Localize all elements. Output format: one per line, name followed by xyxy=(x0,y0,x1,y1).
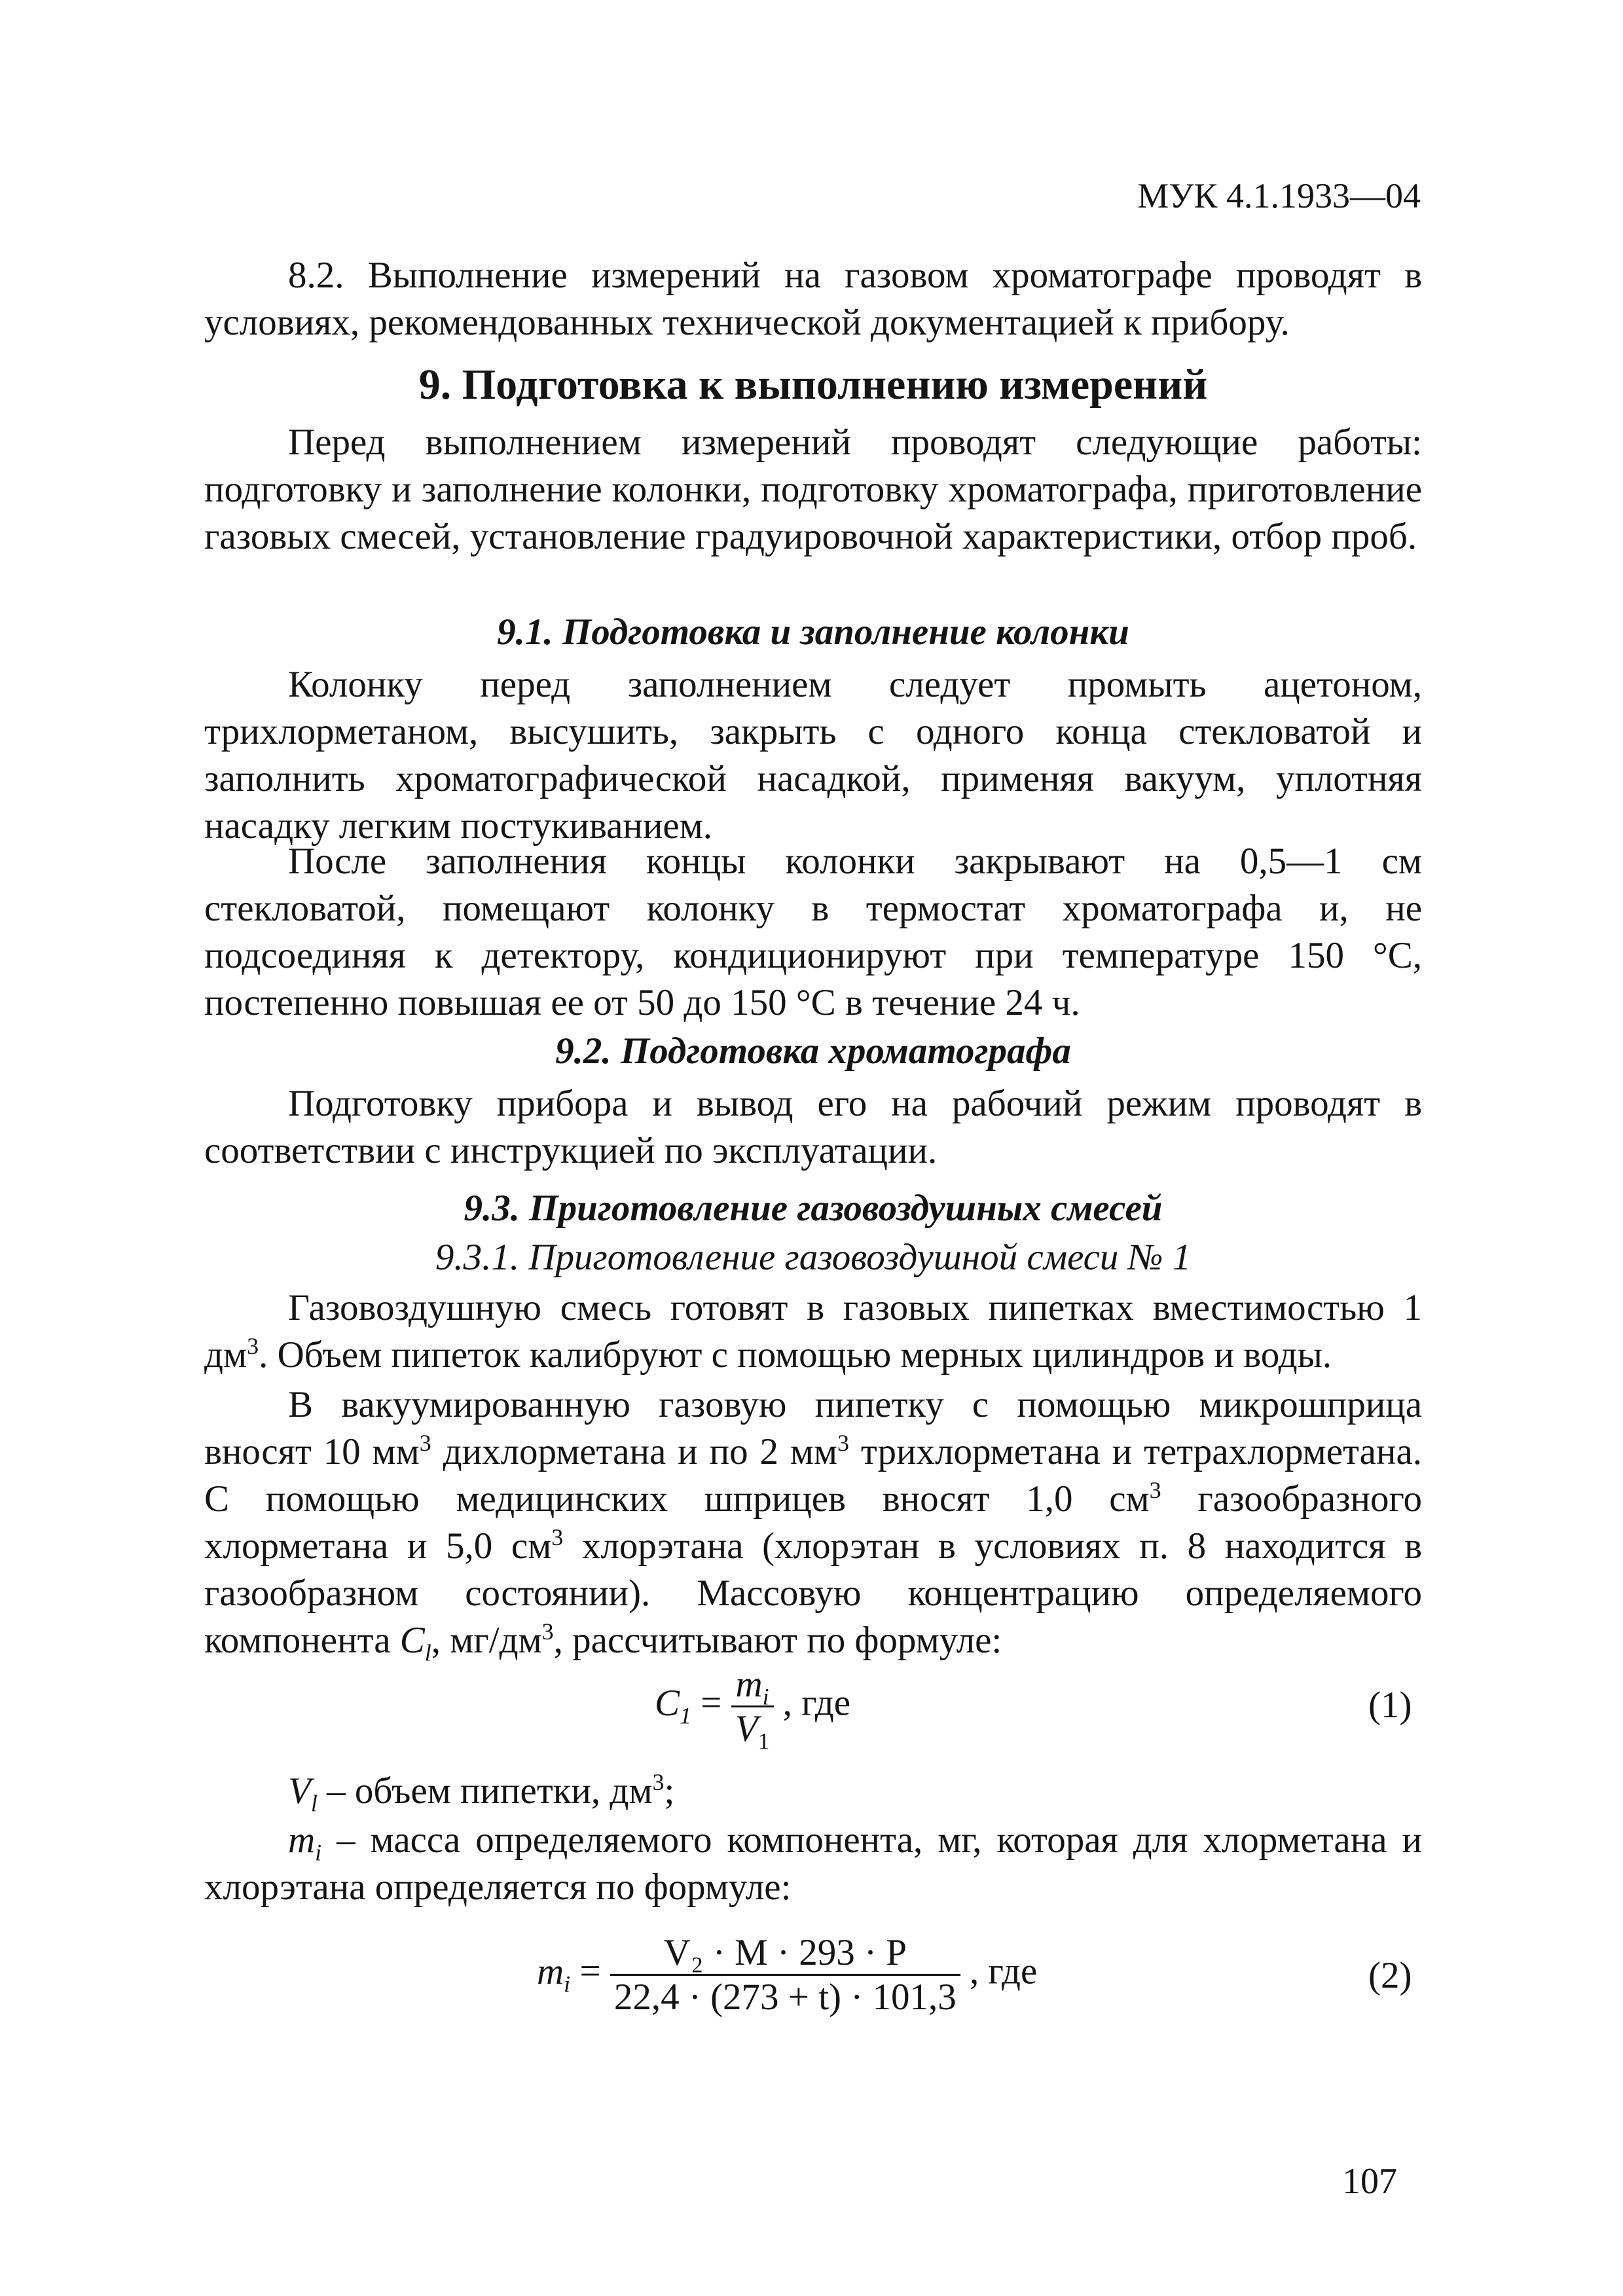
formula-2-fraction xyxy=(610,1931,960,2018)
section-9-1-paragraph-2 xyxy=(204,838,1422,1027)
section-9-heading: 9. Подготовка к выполнению измерений xyxy=(418,361,1208,409)
section-9-1-p2-text: После заполнения концы колонки закрывают на 0,5—1 см стекловатой, помещают колонку в термостат хроматографа и, не подсоединяя к детектору, кондиционируют при температуре 150 °С, постепенно повышая ее от 50 до 150 °С в течение 24 ч. xyxy=(204,841,1422,1023)
section-8-2-text: 8.2. Выполнение измерений на газовом хроматографе проводят в условиях, рекомендованных технической документацией к прибору. xyxy=(204,255,1422,343)
p1-part-a: Газовоздушную смесь готовят в газовых пипетках вместимостью 1 дм xyxy=(204,1287,1422,1376)
section-9-3-1-paragraph-1 xyxy=(204,1285,1422,1379)
section-9-3-1-heading: 9.3.1. Приготовление газовоздушной смеси № 1 xyxy=(435,1237,1192,1278)
section-9-3-heading: 9.3. Приготовление газовоздушных смесей xyxy=(464,1188,1163,1229)
mi-symbol: $m_i$ xyxy=(288,1819,322,1866)
superscript-3: 3 xyxy=(551,1524,564,1550)
p2-part-g: , рассчитывают по формуле: xyxy=(553,1620,1002,1661)
section-9-1-paragraph-1 xyxy=(204,661,1422,850)
formula-2-tail: , где xyxy=(970,1950,1038,1992)
variable-v1-definition: $V_l$ – объем пипетки, $дм^3$; xyxy=(288,1769,675,1817)
formula-2-numerator: V₂ · M · 293 · P xyxy=(663,1932,907,1973)
p2-part-e: хлорэтана (хлорэтан в условиях п. 8 находится в газообразном состоянии). Массовую концентрацию определяемого компонента xyxy=(204,1525,1422,1661)
superscript-3: 3 xyxy=(1149,1477,1161,1503)
formula-2-denominator: 22,4 · (273 + t) · 101,3 xyxy=(613,1977,957,2018)
section-9-2-p1-text: Подготовку прибора и вывод его на рабочий режим проводят в соответствии с инструкцией по эксплуатации. xyxy=(204,1083,1422,1171)
p2-part-b: дихлорметана и по 2 мм xyxy=(431,1431,838,1472)
equation-number-1: (1) xyxy=(1368,1685,1412,1726)
section-9-3-1-p2 xyxy=(204,1381,1422,1664)
section-9-intro-text: Перед выполнением измерений проводят следующие работы: подготовку и заполнение колонки, подготовку хроматографа, приготовление газовых смесей, установление градуировочной характеристики, отбор проб. xyxy=(204,422,1422,557)
section-9-3-1-p1 xyxy=(204,1285,1422,1379)
superscript-3: 3 xyxy=(247,1333,259,1359)
p2-part-d: газообразного хлорметана и 5,0 см xyxy=(204,1478,1422,1567)
section-9-1-p1-text: Колонку перед заполнением следует промыть ацетоном, трихлорметаном, высушить, закрыть с одного конца стекловатой и заполнить хроматографической насадкой, применяя вакуум, уплотняя насадку легким постукиванием. xyxy=(204,664,1422,847)
concentration-symbol: $C_l$ xyxy=(399,1620,431,1666)
section-9-1-heading: 9.1. Подготовка и заполнение колонки xyxy=(497,611,1129,653)
variable-mi-definition: $m_i$ – масса определяемого компонента, мг, которая для хлорметана и хлорэтана определяется по формуле: xyxy=(204,1819,1422,1908)
v1-symbol: $V_l$ xyxy=(288,1770,318,1817)
p2-part-f: , мг/дм xyxy=(431,1620,542,1661)
formula-2: $m_i$ = $\frac{\text{V₂ · M · 293 · P}}{22,4 \cdot (273 + t) \cdot 101,3}$ , где xyxy=(537,1932,1038,2018)
formula-1-tail: , где xyxy=(782,1682,851,1724)
p2-part-a: В вакуумированную газовую пипетку с помощью микрошприца вносят 10 мм xyxy=(204,1384,1422,1472)
page-number: 107 xyxy=(1342,2161,1397,2202)
section-9-2-paragraph xyxy=(204,1080,1422,1175)
superscript-3: 3 xyxy=(541,1618,554,1645)
section-9-3-1-paragraph-2 xyxy=(204,1381,1422,1664)
formula-2-lhs: $m_i$ xyxy=(537,1950,571,1997)
section-9-intro xyxy=(204,419,1422,560)
equation-number-2: (2) xyxy=(1368,1955,1412,1996)
superscript-3: 3 xyxy=(419,1430,431,1456)
formula-1-lhs: $C_1$ xyxy=(655,1682,692,1728)
p1-part-b: . Объем пипеток калибруют с помощью мерных цилиндров и воды. xyxy=(259,1334,1332,1376)
document-code: МУК 4.1.1933—04 xyxy=(1137,176,1421,215)
formula-1: $C_1$ = $\frac{m_i}{V_1}$ , где xyxy=(655,1664,851,1755)
p2-part-c: трихлорметана и тетрахлорметана. С помощью медицинских шприцев вносят 1,0 см xyxy=(204,1431,1423,1520)
paragraph-8-2 xyxy=(204,252,1422,346)
section-9-2-heading: 9.2. Подготовка хроматографа xyxy=(555,1030,1071,1072)
formula-1-fraction: $\frac{m_i}{V_1}$ xyxy=(731,1663,774,1750)
superscript-3: 3 xyxy=(837,1430,850,1456)
